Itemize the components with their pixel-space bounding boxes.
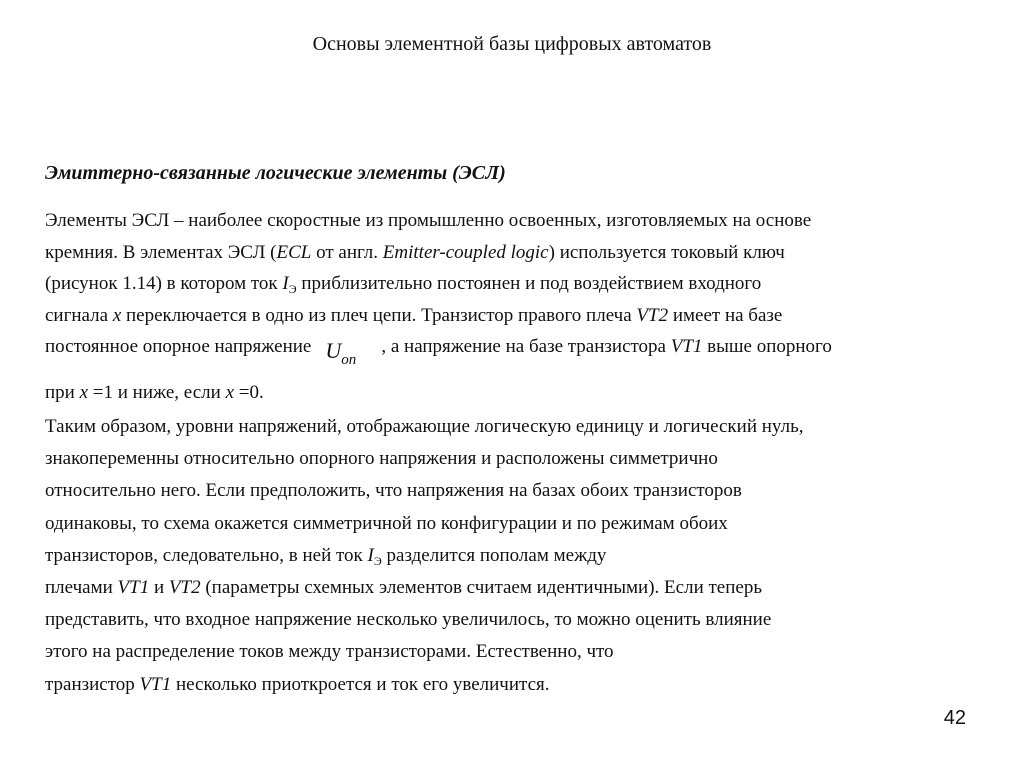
- p2-line-1: Таким образом, уровни напряжений, отображающие логическую единицу и логический нуль,: [45, 416, 804, 437]
- variable: x: [112, 304, 122, 326]
- text: (параметры схемных элементов считаем идентичными). Если теперь: [200, 577, 762, 599]
- transistor-label: VT1: [139, 673, 172, 695]
- current-subscript: Э: [288, 282, 297, 296]
- italic-term: Emitter-coupled logic: [382, 241, 549, 263]
- transistor-label: VT1: [670, 336, 703, 357]
- text: приблизительно постоянен и под воздействием входного: [296, 273, 762, 294]
- p2-line-3: относительно него. Если предположить, что напряжения на базах обоих транзисторов: [45, 480, 742, 502]
- text: выше опорного: [702, 336, 832, 357]
- variable: x: [79, 381, 89, 403]
- paragraph-2: [45, 411, 985, 701]
- text: =0.: [234, 381, 264, 403]
- p1-line-4: [45, 300, 985, 332]
- text: постоянное опорное напряжение: [45, 336, 312, 357]
- formula-subscript: оп: [341, 352, 357, 368]
- p2-line-5: [45, 540, 985, 572]
- text: переключается в одно из плеч цепи. Транзистор правого плеча: [121, 304, 637, 326]
- p1-line-1: [45, 205, 985, 237]
- current-symbol: I: [282, 273, 289, 294]
- formula-u: U: [325, 338, 342, 363]
- text: ) используется токовый ключ: [548, 241, 785, 263]
- text: разделится пополам между: [381, 544, 607, 566]
- p1-line-2: [45, 237, 985, 269]
- formula-u-op: [311, 335, 381, 377]
- transistor-label: VT2: [636, 304, 669, 326]
- text: , а напряжение на базе транзистора: [381, 336, 671, 357]
- text: при: [45, 381, 80, 403]
- variable: x: [225, 381, 234, 403]
- text: и: [149, 577, 169, 599]
- text: =1 и ниже, если: [88, 381, 226, 403]
- text: Элементы ЭСЛ – наиболее скоростные из промышленно освоенных, изготовляемых на основе: [45, 210, 812, 231]
- text: сигнала: [45, 304, 113, 326]
- p2-line-4: одинаковы, то схема окажется симметричной по конфигурации и по режимам обоих: [45, 512, 728, 534]
- text: транзистор: [45, 673, 140, 695]
- p1-line-6: [45, 377, 985, 409]
- p2-line-9: [45, 669, 985, 701]
- paragraph-1: [45, 205, 985, 408]
- text: имеет на базе: [668, 304, 783, 326]
- section-heading: Эмиттерно-связанные логические элементы (ЭСЛ): [45, 162, 506, 184]
- p1-line-5: [45, 331, 985, 377]
- current-symbol: I: [367, 544, 374, 566]
- p1-line-3: [45, 268, 985, 300]
- p2-line-7: представить, что входное напряжение несколько увеличилось, то можно оценить влияние: [45, 609, 772, 631]
- text: несколько приоткроется и ток его увеличится.: [171, 673, 550, 695]
- text: плечами: [45, 577, 118, 599]
- transistor-label: VT2: [168, 577, 201, 599]
- italic-term: ECL: [276, 241, 312, 263]
- current-subscript: Э: [373, 553, 382, 568]
- text: (рисунок 1.14) в котором ток: [45, 273, 283, 294]
- p2-line-8: этого на распределение токов между транзисторами. Естественно, что: [45, 641, 614, 663]
- slide-title: Основы элементной базы цифровых автоматов: [312, 33, 712, 55]
- text: от англ.: [311, 241, 383, 263]
- transistor-label: VT1: [117, 577, 150, 599]
- page-number: 42: [943, 707, 966, 729]
- text: транзисторов, следовательно, в ней ток: [45, 544, 368, 566]
- p2-line-2: знакопеременны относительно опорного напряжения и расположены симметрично: [45, 448, 718, 470]
- p2-line-6: [45, 572, 985, 604]
- text: кремния. В элементах ЭСЛ (: [45, 241, 277, 263]
